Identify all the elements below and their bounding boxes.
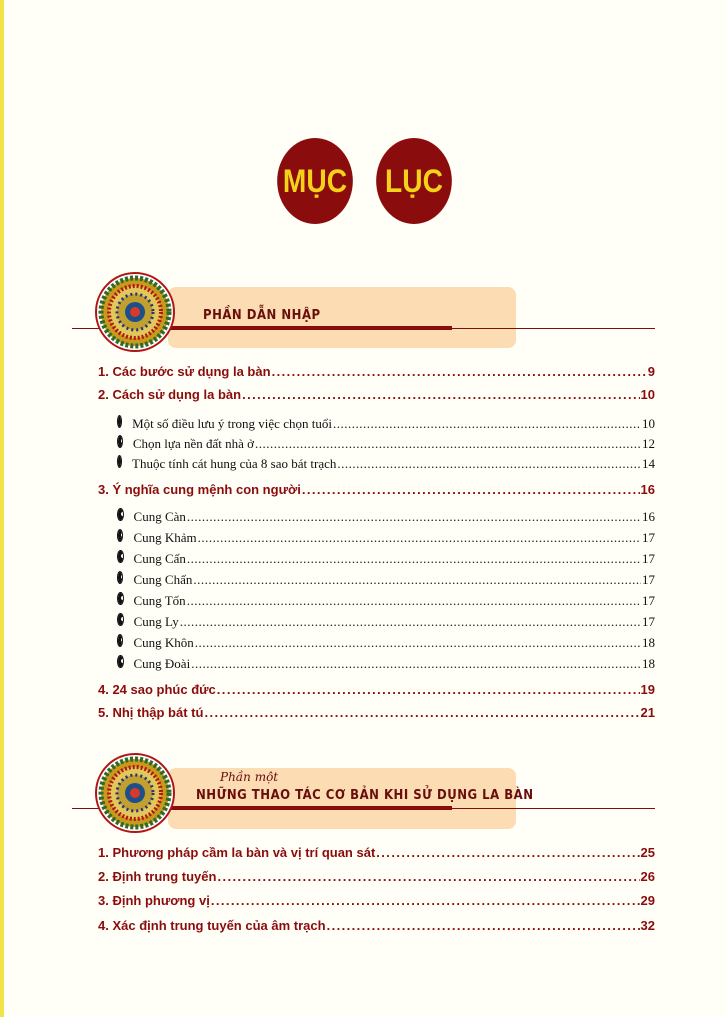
- toc-entry-label: 2. Định trung tuyến: [98, 869, 217, 884]
- toc-subentry[interactable]: [117, 550, 655, 567]
- toc-entry-page: 17: [642, 572, 655, 587]
- toc-entry-page: 16: [642, 509, 655, 524]
- yin-yang-bullet-icon: [117, 508, 124, 521]
- toc-entry-label: 4. 24 sao phúc đức: [98, 682, 216, 697]
- dot-leader: [337, 456, 641, 472]
- toc-entry-page: 21: [640, 705, 655, 720]
- toc-subentry[interactable]: [117, 529, 655, 546]
- toc-entry-label: Cung Tốn: [133, 593, 186, 608]
- yin-yang-bullet-icon: [117, 634, 123, 647]
- dot-leader: [195, 635, 641, 651]
- section-intro-bar: [170, 326, 452, 330]
- toc-entry-label: 2. Cách sử dụng la bàn: [98, 387, 242, 402]
- dot-leader: [272, 364, 647, 379]
- toc-entry-label: Thuộc tính cát hung của 8 sao bát trạch: [132, 456, 337, 471]
- toc-entry-label: 3. Ý nghĩa cung mệnh con người: [98, 482, 301, 497]
- dot-leader: [302, 482, 640, 497]
- dot-leader: [193, 572, 641, 588]
- toc-entry-page: 18: [642, 656, 655, 671]
- yin-yang-bullet-icon: [117, 571, 123, 584]
- toc-entry-label: 4. Xác định trung tuyến của âm trạch: [98, 918, 326, 933]
- dot-leader: [204, 705, 639, 720]
- yin-yang-bullet-icon: [117, 592, 124, 605]
- toc-entry-page: 10: [642, 416, 655, 431]
- toc-entry-label: 5. Nhị thập bát tú: [98, 705, 204, 720]
- toc-entry-page: 12: [642, 436, 655, 451]
- toc-entry-label: 1. Phương pháp cầm la bàn và vị trí quan sát: [98, 845, 376, 860]
- toc-subentry[interactable]: [117, 592, 655, 609]
- toc-subentry[interactable]: [117, 655, 655, 672]
- yin-yang-bullet-icon: [117, 415, 122, 428]
- dot-leader: [198, 530, 641, 546]
- section-one-title: NHỮNG THAO TÁC CƠ BẢN KHI SỬ DỤNG LA BÀN: [196, 788, 534, 803]
- toc-subentry[interactable]: [117, 634, 655, 651]
- section-intro-title: PHẦN DẪN NHẬP: [203, 308, 321, 323]
- toc-subentry[interactable]: [117, 571, 655, 588]
- section-one-subtitle: Phần một: [220, 770, 279, 784]
- dot-leader: [187, 509, 641, 525]
- toc-entry-page: 26: [640, 869, 655, 884]
- toc-entry-page: 25: [640, 845, 655, 860]
- toc-entry[interactable]: [98, 893, 655, 908]
- dot-leader: [242, 387, 639, 402]
- toc-entry-label: Cung Đoài: [133, 656, 191, 671]
- toc-subentry[interactable]: [117, 613, 655, 630]
- toc-entry-page: 19: [640, 682, 655, 697]
- toc-entry-page: 17: [642, 551, 655, 566]
- toc-entry-label: 3. Định phương vị: [98, 893, 210, 908]
- toc-entry[interactable]: [98, 845, 655, 860]
- toc-entry-page: 17: [642, 530, 655, 545]
- toc-entry-page: 18: [642, 635, 655, 650]
- toc-subentry[interactable]: [117, 455, 655, 472]
- page-edge-stripe: [0, 0, 4, 1017]
- toc-entry-page: 17: [642, 614, 655, 629]
- title-word-1: MỤC: [277, 138, 353, 224]
- yin-yang-bullet-icon: [117, 435, 123, 448]
- dot-leader: [191, 656, 641, 672]
- compass-icon: [95, 753, 175, 833]
- toc-entry-label: Cung Cấn: [133, 551, 186, 566]
- section-one-bar: [170, 806, 452, 810]
- toc-entry[interactable]: [98, 869, 655, 884]
- toc-entry[interactable]: [98, 364, 655, 379]
- yin-yang-bullet-icon: [117, 529, 123, 542]
- yin-yang-bullet-icon: [117, 613, 124, 626]
- yin-yang-bullet-icon: [117, 455, 122, 468]
- dot-leader: [333, 416, 641, 432]
- toc-entry-label: Cung Chấn: [133, 572, 193, 587]
- dot-leader: [255, 436, 641, 452]
- dot-leader: [180, 614, 641, 630]
- toc-entry-page: 9: [647, 364, 655, 379]
- toc-entry[interactable]: [98, 705, 655, 720]
- dot-leader: [211, 893, 640, 908]
- toc-entry-page: 29: [640, 893, 655, 908]
- dot-leader: [217, 869, 639, 884]
- toc-entry[interactable]: [98, 918, 655, 933]
- toc-entry-label: Cung Khôn: [133, 635, 194, 650]
- toc-subentry[interactable]: [117, 508, 655, 525]
- toc-entry-label: Cung Khảm: [133, 530, 197, 545]
- toc-entry-page: 17: [642, 593, 655, 608]
- toc-entry-label: Cung Càn: [133, 509, 186, 524]
- dot-leader: [187, 593, 641, 609]
- toc-entry-label: Một số điều lưu ý trong việc chọn tuổi: [132, 416, 332, 431]
- toc-entry[interactable]: [98, 682, 655, 697]
- toc-entry-label: 1. Các bước sử dụng la bàn: [98, 364, 271, 379]
- dot-leader: [327, 918, 640, 933]
- dot-leader: [217, 682, 640, 697]
- dot-leader: [187, 551, 641, 567]
- compass-icon: [95, 272, 175, 352]
- toc-subentry[interactable]: [117, 435, 655, 452]
- yin-yang-bullet-icon: [117, 550, 124, 563]
- toc-entry-label: Cung Ly: [133, 614, 179, 629]
- dot-leader: [376, 845, 639, 860]
- title-word-2: LỤC: [376, 138, 452, 224]
- toc-entry[interactable]: [98, 387, 655, 402]
- yin-yang-bullet-icon: [117, 655, 124, 668]
- toc-entry-page: 32: [640, 918, 655, 933]
- toc-entry-page: 14: [642, 456, 655, 471]
- toc-entry-label: Chọn lựa nền đất nhà ở: [132, 436, 255, 451]
- toc-entry-page: 16: [640, 482, 655, 497]
- toc-entry[interactable]: [98, 482, 655, 497]
- toc-entry-page: 10: [640, 387, 655, 402]
- toc-subentry[interactable]: [117, 415, 655, 432]
